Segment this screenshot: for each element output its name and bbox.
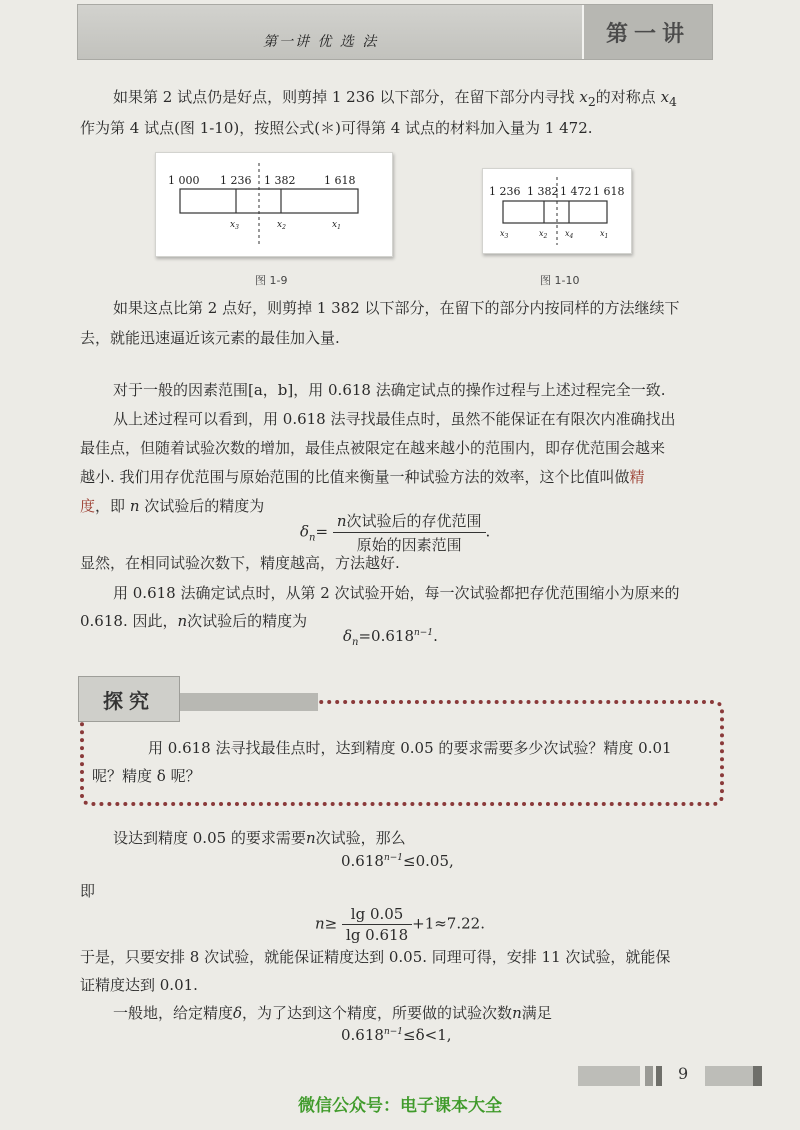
figure-1-9-diagram xyxy=(156,153,392,256)
explore-tag: 探究 xyxy=(78,676,180,722)
paragraph-7: 设达到精度 0.05 的要求需要n次试验，那么 xyxy=(113,829,406,847)
paragraph-10: 一般地，给定精度δ，为了达到这个精度，所要做的试验次数n满足 xyxy=(113,1004,552,1022)
fig2-bottom-label-x4: $x_4$ xyxy=(565,229,574,240)
page-number: 9 xyxy=(678,1064,689,1083)
paragraph-1-line-2: 作为第 4 试点(图 1-10)，按照公式(＊)可得第 4 试点的材料加入量为 1 472. xyxy=(80,119,593,137)
fig2-top-label-2: 1 382 xyxy=(527,185,559,198)
fig2-bottom-label-x1: $x_1$ xyxy=(600,229,609,240)
fig2-bottom-label-x2: $x_2$ xyxy=(539,229,548,240)
fig1-bottom-label-x3: $x_3$ xyxy=(230,220,239,231)
formula-4-fraction: $\frac{\lg 0.05}{\lg 0.618}$ xyxy=(342,905,412,944)
paragraph-8: 即 xyxy=(80,882,96,900)
fig1-top-label-2: 1 236 xyxy=(220,174,252,187)
explore-line-1: 用 0.618 法寻找最佳点时，达到精度 0.05 的要求需要多少次试验？精度 0.01 xyxy=(148,739,672,757)
formula-log-solution: n≥ $\frac{\lg 0.05}{\lg 0.618}$ +1≈7.22. xyxy=(315,905,485,944)
fig1-top-label-4: 1 618 xyxy=(324,174,356,187)
fig2-top-label-1: 1 236 xyxy=(489,185,521,198)
fig2-segment-box xyxy=(503,201,607,223)
header-lecture-label: 第一讲 xyxy=(582,5,712,59)
footer-bar-right-edge xyxy=(753,1066,762,1086)
header-title: 第一讲 优 选 法 xyxy=(263,34,379,50)
formula-general-inequality: $0.618^{n-1}\le\delta<1$, xyxy=(341,1026,452,1044)
fig2-bottom-label-x3: $x_3$ xyxy=(500,229,509,240)
footer-bar-left xyxy=(578,1066,640,1086)
fig2-top-label-4: 1 618 xyxy=(593,185,625,198)
page-header xyxy=(77,4,713,60)
paragraph-4-line-2: 最佳点，但随着试验次数的增加，最佳点被限定在越来越小的范围内，即存优范围会越来 xyxy=(80,439,666,457)
paragraph-4-line-1: 从上述过程可以看到，用 0.618 法寻找最佳点时，虽然不能保证在有限次内准确找出 xyxy=(113,410,676,428)
paragraph-4-line-3: 越小. 我们用存优范围与原始范围的比值来衡量一种试验方法的效率，这个比值叫做精 xyxy=(80,468,645,486)
paragraph-4-line-4: 度，即 n 次试验后的精度为 xyxy=(80,497,265,515)
formula-1-fraction: $\frac{\text{n次试验后的存优范围}}{\text{原始的因素范围}}$ xyxy=(333,510,486,555)
explore-line-2: 呢？精度 δ 呢？ xyxy=(92,767,201,785)
footer-bar-small-1 xyxy=(645,1066,653,1086)
figure-1-10 xyxy=(482,168,632,254)
fig1-bottom-label-x1: $x_1$ xyxy=(332,220,341,231)
fig2-top-label-3: 1 472 xyxy=(560,185,592,198)
formula-precision-power: $\delta_n=0.618^{n-1}$. xyxy=(343,627,438,648)
footer-bar-small-2 xyxy=(656,1066,662,1086)
explore-tag-bar xyxy=(178,693,318,711)
paragraph-9-line-1: 于是，只要安排 8 次试验，就能保证精度达到 0.05. 同理可得，安排 11 次试验，就能保 xyxy=(80,948,671,966)
paragraph-6-line-1: 用 0.618 法确定试点时，从第 2 次试验开始，每一次试验都把存优范围缩小为原来的 xyxy=(113,584,680,602)
figure-1-10-caption: 图 1-10 xyxy=(540,274,580,287)
formula-inequality-005: $0.618^{n-1}\le 0.05$, xyxy=(341,852,454,870)
paragraph-2-line-2: 去，就能迅速逼近该元素的最佳加入量. xyxy=(80,329,340,347)
paragraph-9-line-2: 证精度达到 0.01. xyxy=(80,976,198,994)
figure-1-10-diagram xyxy=(483,169,631,253)
figure-1-9-caption: 图 1-9 xyxy=(255,274,288,287)
watermark-text: 微信公众号：电子课本大全 xyxy=(298,1096,502,1116)
formula-precision-definition: $\delta_n=$ $\frac{\text{n次试验后的存优范围}}{\text{原始的因素范围}}$ . xyxy=(300,512,491,554)
fig1-segment-box xyxy=(180,189,358,213)
paragraph-6-line-2: 0.618. 因此，n次试验后的精度为 xyxy=(80,612,308,630)
fig1-top-label-3: 1 382 xyxy=(264,174,296,187)
fig1-top-label-1: 1 000 xyxy=(168,174,200,187)
paragraph-5: 显然，在相同试验次数下，精度越高，方法越好. xyxy=(80,554,400,572)
fig1-bottom-label-x2: $x_2$ xyxy=(277,220,286,231)
figure-1-9 xyxy=(155,152,393,257)
footer-bar-right xyxy=(705,1066,753,1086)
term-precision-2: 度 xyxy=(80,497,96,515)
paragraph-1: 如果第 2 试点仍是好点，则剪掉 1 236 以下部分，在留下部分内寻找 $x_2$的对称点 $x_4$ xyxy=(113,88,677,109)
term-precision-1: 精 xyxy=(629,468,645,486)
paragraph-3: 对于一般的因素范围[a，b]，用 0.618 法确定试点的操作过程与上述过程完全一致. xyxy=(113,381,666,399)
paragraph-2-line-1: 如果这点比第 2 点好，则剪掉 1 382 以下部分，在留下的部分内按同样的方法继续下 xyxy=(113,299,680,317)
